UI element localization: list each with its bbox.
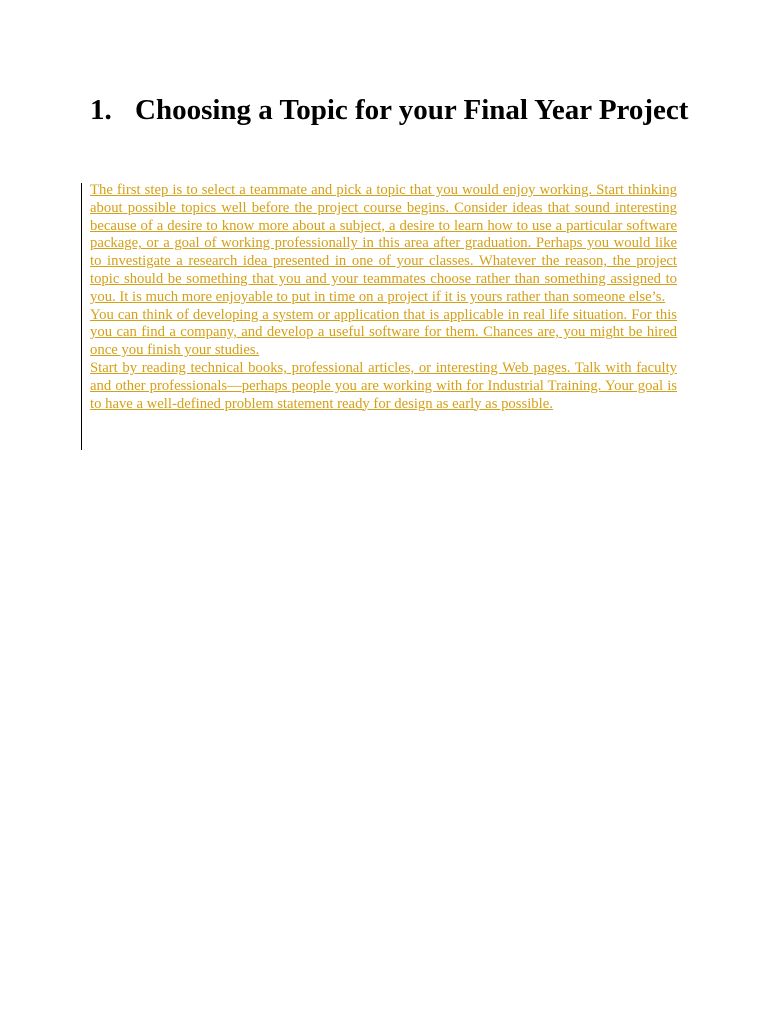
- tracked-insertion-text: [90, 182, 677, 413]
- heading-title: Choosing a Topic for your Final Year Project: [135, 94, 689, 126]
- revision-change-bar: [81, 183, 82, 450]
- paragraph-research-start: Start by reading technical books, professional articles, or interesting Web pages. Talk with faculty and other professionals—perhaps people you are working with for Industrial Training. Your goal is to have a well-defined problem statement ready for design as early as possible.: [90, 359, 677, 412]
- paragraph-topic-selection: The first step is to select a teammate and pick a topic that you would enjoy working. Start thinking about possible topics well before the project course begins. Consider ideas that sound interesting because of a desire to know more about a subject, a desire to learn how to use a particular software package, or a goal of working professionally in this area after graduation. Perhaps you would like to investigate a research idea presented in one of your classes. Whatever the reason, the project topic should be something that you and your teammates choose rather than something assigned to you. It is much more enjoyable to put in time on a project if it is yours rather than someone else’s.: [90, 182, 677, 305]
- paragraph-real-life-application: You can think of developing a system or application that is applicable in real life situation. For this you can find a company, and develop a useful software for them. Chances are, you might be hired once you finish your studies.: [90, 306, 677, 359]
- heading-number: 1.: [90, 94, 112, 126]
- section-heading: [90, 93, 690, 128]
